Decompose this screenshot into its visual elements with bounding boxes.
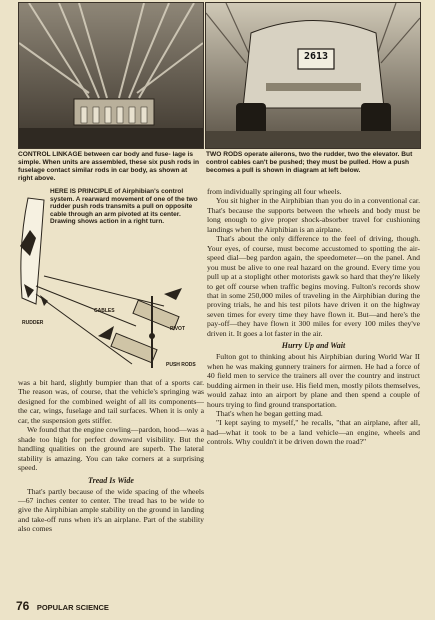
caption-control-linkage-lead: CONTROL LINKAGE between car body and fuse- bbox=[18, 151, 171, 158]
right-paragraph-4: Fulton got to thinking about his Airphibian during World War II when he was making gunnery trainers for airmen. He had a force of 40 field men to service the trainers all over the country and instruct budding airmen in their use. His field men, mostly pilots themselves, would zahaz into an airport by plane and then spend a couple of hours trying to find ground transportation. bbox=[207, 352, 420, 409]
magazine-name: POPULAR SCIENCE bbox=[36, 603, 109, 612]
caption-control-linkage-rest: lage is simple. When units are assembled, these six push rods in fuselage contact similar rods in car body, as shown at right above. bbox=[18, 151, 200, 183]
caption-two-rods-lead: TWO RODS bbox=[206, 151, 243, 158]
diagram-caption bbox=[50, 188, 200, 226]
car-rear-illustration bbox=[206, 3, 420, 148]
photo-car-rear bbox=[205, 2, 421, 149]
photo-control-linkage bbox=[18, 2, 204, 149]
license-plate-number: 2613 bbox=[303, 51, 329, 62]
caption-two-rods-rest: operate ailerons, two the rudder, two the elevator. But control cables can't be pushed; they must be pulled. How a push becomes a pull is shown in diagram at left below. bbox=[206, 151, 413, 175]
diagram-label-cables: CABLES bbox=[94, 308, 115, 314]
left-paragraph-2: We found that the engine cowling—pardon, hood—was a shade too high for perfect downward visibility. But the handling qualities on the ground are superb. The lateral stability is amazing. You can take corners at a surprising speed. bbox=[18, 425, 205, 473]
subhead-hurry-up-and-wait: Hurry Up and Wait bbox=[281, 341, 346, 351]
left-paragraph-3: That's partly because of the wide spacing of the wheels—67 inches center to center. The tread has to be wide to give the Airphibian ample stability on the ground in landing and take-off runs when it's an airplane. Part of the stability also comes bbox=[18, 486, 204, 534]
article-left-column bbox=[18, 378, 204, 534]
article-right-column bbox=[207, 187, 420, 447]
right-paragraph-3: That's about the only difference to the feel of driving, though. Your eyes, of course, must become accustomed to spotting the air-speed dial—beg pardon again, the speedometer—on the panel. And you must be alive to one real hazard on the ground. Every time you pull up at a stoplight other motorists gawk so hard that they're likely to get off course when traffic begins moving. Fulton's records show that in some 250,000 miles of traveling in the Airphibian during the proving trials, he and his test pilots have driven it on the highway seven times for every time they have flown it. But—and here's the pay-off—they have flown it 300 miles for every 100 miles they've driven it. It goes a lot faster in the air. bbox=[207, 234, 420, 338]
right-paragraph-6: "I kept saying to myself," he recalls, "that an airplane, after all, had—what it took to be a land vehicle—an engine, wheels and controls. Why couldn't it be driven down the road?" bbox=[207, 418, 420, 447]
right-paragraph-5: That's when he began getting mad. bbox=[216, 408, 323, 418]
diagram-label-push-rods: PUSH RODS bbox=[166, 362, 196, 368]
left-paragraph-1: was a bit hard, slightly bumpier than that of a sports car. The reason was, of course, that the vehicle's springing was designed for the combined weight of all its components—the car, wings, fuselage and tail surfaces. When it is only a car, the suspension gets stiffer. bbox=[18, 378, 204, 425]
control-linkage-illustration bbox=[19, 3, 203, 148]
right-paragraph-2: You sit higher in the Airphibian than you do in a conventional car. That's because the supports between the wheels and body must be long enough to give proper shock-absorber travel for cushioning landings when the Airphibian is an airplane. bbox=[207, 196, 420, 234]
caption-two-rods bbox=[206, 151, 420, 175]
page-footer bbox=[16, 597, 109, 611]
right-paragraph-1: from individually springing all four wheels. bbox=[207, 187, 342, 196]
diagram-label-rudder: RUDDER bbox=[22, 320, 44, 326]
diagram-caption-lead: HERE IS PRINCIPLE bbox=[50, 188, 113, 195]
caption-control-linkage bbox=[18, 151, 202, 183]
diagram-caption-rest: of Airphibian's control system. A rearward movement of one of the two rudder push rods transmits a pull on opposite cable through an arm pivoted at its center. Drawing shows action in a right turn. bbox=[50, 188, 198, 226]
page-number: 76 bbox=[16, 599, 30, 613]
diagram-label-pivot: PIVOT bbox=[170, 326, 186, 332]
subhead-tread-is-wide: Tread Is Wide bbox=[88, 475, 134, 485]
